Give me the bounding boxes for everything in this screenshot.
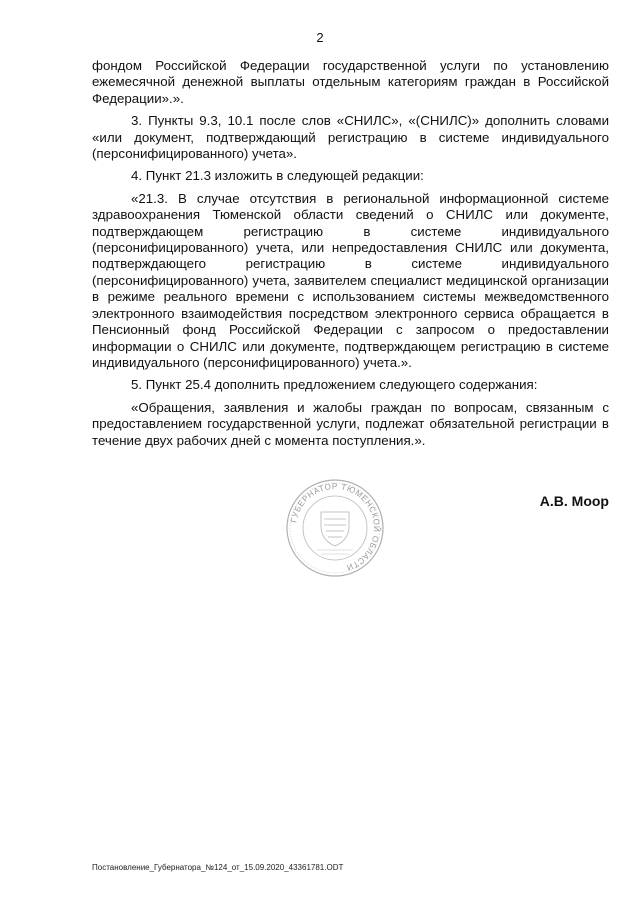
- paragraph-continuation: фондом Российской Федерации государственной услуги по установлению ежемесячной денежной выплаты отдельным категориям граждан в Российской Федерации».».: [92, 58, 609, 106]
- paragraph-item-4: 4. Пункт 21.3 изложить в следующей редакции:: [131, 168, 424, 184]
- paragraph-item-3: 3. Пункты 9.3, 10.1 после слов «СНИЛС», «(СНИЛС)» дополнить словами «или документ, подтверждающий регистрацию в системе индивидуального (персонифицированного) учета».: [92, 113, 609, 162]
- official-seal-icon: [285, 478, 385, 578]
- signatory-name: А.В. Моор: [539, 493, 609, 509]
- seal-text: ГУБЕРНАТОР ТЮМЕНСКОЙ ОБЛАСТИ: [289, 481, 382, 573]
- document-filename: Постановление_Губернатора_№124_от_15.09.2020_43361781.ODT: [92, 863, 344, 872]
- document-body: [92, 58, 609, 455]
- page-number: 2: [316, 30, 324, 45]
- paragraph-quote-25-4: «Обращения, заявления и жалобы граждан по вопросам, связанным с предоставлением государственной услуги, подлежат обязательной регистрации в течение двух рабочих дней с момента поступления.».: [92, 399, 609, 448]
- paragraph-quote-21-3: «21.3. В случае отсутствия в региональной информационной системе здравоохранения Тюменской области сведений о СНИЛС или документе, подтверждающем регистрацию в системе индивидуального (персонифицированного) учета, или непредоставления СНИЛС или документа, подтверждающего регистрацию в системе индивидуального (персонифицированного) учета, заявителем специалист медицинской организации в режиме реального времени с использованием системы межведомственного электронного взаимодействия посредством электронного сервиса обращается в Пенсионный фонд Российской Федерации с запросом о предоставлении информации о СНИЛС или документе, подтверждающем регистрацию в системе индивидуального (персонифицированного) учета.».: [92, 190, 609, 370]
- paragraph-item-5: 5. Пункт 25.4 дополнить предложением следующего содержания:: [131, 377, 538, 393]
